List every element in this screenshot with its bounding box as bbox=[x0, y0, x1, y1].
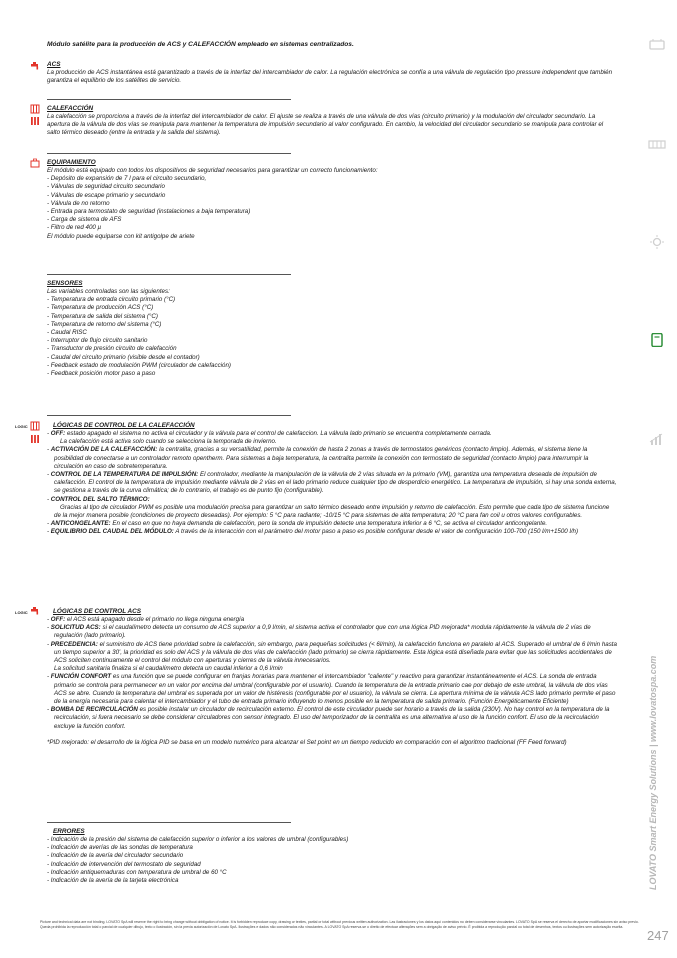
item-text: En el caso en que no haya demanda de calefacción, pero la sonda de impulsión detecte una temperatura inferior a 6 °C, se activa el circulador anticongelante. bbox=[110, 520, 548, 528]
radiator-panel-icon[interactable] bbox=[648, 137, 666, 151]
list-item: - Indicación de intervención del termostato de seguridad bbox=[47, 861, 617, 869]
section-text: La calefacción se proporciona a través de la interfaz del intercambiador de calor. El ajuste se realiza a través de una válvula de dos vías (circuito primario) y la modulación del circulador secundario. La apertura de la válvula de dos vías se manipula para mantener la temperatura de impulsión secundario al valor configurado. En cambio, la velocidad del circulador secundario se manipula para controlar el salto térmico deseado (entre la entrada y la salida del sistema). bbox=[47, 113, 604, 137]
section-text: La producción de ACS instantánea está garantizado a través de la interfaz del intercambiador de calor. La regulación electrónica se confía a una válvula de regulación tipo pressure independent que también garantiza el equilibrio de los satélites de servicio. bbox=[47, 69, 613, 85]
list-item: - Feedback posición motor paso a paso bbox=[47, 370, 617, 378]
sun-icon[interactable] bbox=[648, 235, 666, 249]
item-label: FUNCIÓN CONFORT bbox=[50, 673, 112, 681]
item-extra: La calefacción está activa solo cuando se selecciona la temporada de invierno. bbox=[60, 438, 277, 446]
logic-list bbox=[47, 616, 617, 731]
section-heading: LÓGICAS DE CONTROL DE LA CALEFACCIÓN bbox=[53, 422, 195, 429]
radiator-icon bbox=[30, 104, 40, 114]
faucet-icon bbox=[30, 61, 40, 71]
heating-bars-icon bbox=[30, 434, 40, 444]
list-item: - Temperatura de entrada circuito primario (°C) bbox=[47, 296, 617, 304]
list-item: - Indicación antiquemaduras con temperatura de umbral de 60 °C bbox=[47, 869, 617, 877]
item-text: A través de la interacción con el parámetro del motor paso a paso es posible configurar desde el valor de configuración 100-700 (150 l/m+1500 l/h) bbox=[173, 528, 579, 536]
section-logica-calefaccion bbox=[47, 421, 617, 537]
item-label: OFF: bbox=[50, 616, 66, 623]
list-item: - Caudal del circuito primario (visible desde el contador) bbox=[47, 354, 617, 362]
list-item: - Interruptor de flujo circuito sanitario bbox=[47, 337, 617, 345]
heating-bars-icon bbox=[30, 116, 40, 126]
list-item: - Indicación de la presión del sistema de calefacción superior o inferior a los valores de umbral (configurables) bbox=[47, 836, 617, 844]
sensor-list bbox=[47, 296, 617, 378]
section-heading: ACS bbox=[47, 61, 61, 68]
radiator-icon bbox=[30, 421, 40, 431]
list-item: - Carga de sistema de AFS bbox=[47, 216, 617, 224]
item-label: EQUILIBRIO DEL CAUDAL DEL MÓDULO: bbox=[50, 528, 174, 536]
list-item: - Válvula de no retorno bbox=[47, 200, 617, 208]
list-item: - Indicación de la avería del circulador secundario bbox=[47, 852, 617, 860]
divider bbox=[47, 153, 291, 154]
item-extra: Gracias al tipo de circulador PWM es posible una modulación precisa para garantizar un salto térmico deseado entre impulsión y retorno de calefacción. Esto permite que cada tipo de sistema funcione de la mejor manera posible (condiciones de proyecto deseadas). Por ejemplo: 5 °C para radiante; -10/15 °C para sistemas de alta temperatura; 20 °C para fan coil u otros valores configurables. bbox=[54, 503, 610, 520]
sidebar-brand bbox=[648, 640, 660, 890]
list-item bbox=[47, 430, 617, 446]
list-item bbox=[47, 706, 617, 731]
item-label: BOMBA DE RECIRCULACIÓN bbox=[50, 706, 138, 714]
item-label: CONTROL DEL SALTO TÉRMICO: bbox=[50, 495, 150, 503]
logic-tag: LOGIC bbox=[15, 424, 28, 429]
item-text: es posible instalar un circulador de recirculación externo. El control de este circulador puede ser horario a través de la salida (230V). No hay control en la temperatura de la recirculación, si fuera necesario se debe considerar circuladores con sensor integrado. El uso del temporizador de la centralita es una alternativa al uso de la función confort. El uso de la recirculación excluye la función confort. bbox=[54, 706, 610, 730]
list-item bbox=[47, 673, 617, 706]
section-heading: EQUIPAMIENTO bbox=[47, 159, 96, 166]
faucet-icon bbox=[30, 606, 40, 616]
item-text: El controlador, mediante la manipulación de la válvula de 2 vías situada en la primario (VM), garantiza una temperatura deseada de impulsión de calefacción. El control de la temperatura de impulsión mediante válvula de 2 vías en el lado primario reduce cualquier tipo de desperdicio energético. La temperatura de impulsión, si hay una sonda externa, se gestiona a través de la curva climática; de lo contrario, el trabajo es de punto fijo (configurable). bbox=[54, 471, 617, 495]
list-item bbox=[47, 641, 617, 674]
divider bbox=[47, 415, 291, 416]
disclaimer: Picture and technical data are not binding. LOVATO SpA will reserve the right to bring change without obbligation of notice. It is forbidden reproduce copy, drawing or texties, partial or total without previous written authorization. Las ilustraciones y los datos aquí contenidos no deben considerarse vinculantes. LOVATO SpA se reserva el derecho de aportar modificaciones sin aviso previo. Queda prohibida la reproducción total o parcial de cualquier dibujo, texto o ilustración, sin la previa autorización de Lovato SpA. Ilustrações e dados não considerados não vinculantes. A LOVATO SpA reserva-se o direito de efectuar alterações sem a obrigação de aviso prévio. É proibida a reprodução parcial ou total de desenhos, textos ou ilustrações sem autorização escrita. bbox=[40, 920, 639, 929]
page-title: Módulo satélite para la producción de ACS y CALEFACCIÓN empleado en sistemas centralizados. bbox=[47, 41, 354, 48]
boiler-icon[interactable] bbox=[648, 38, 666, 52]
item-label: OFF: bbox=[50, 430, 66, 437]
list-item bbox=[47, 624, 617, 640]
logic-list bbox=[47, 430, 617, 537]
list-item: - Filtro de red 400 µ bbox=[47, 224, 617, 232]
item-text: el suministro de ACS tiene prioridad sobre la calefacción, sin embargo, para pequeñas solicitudes (< 6l/min), la calefacción funciona en paralelo al ACS. Superado el umbral de 6 l/min hasta un tiempo superior a 30', la prioridad es solo del ACS y la válvula de dos vías de calefacción (lado primario) se cierra rápidamente. Esta lógica está diseñada para evitar que las solicitudes accidentales de ACS soliciten continuamente el control del módulo con aperturas y cierres de la válvula innecesarios. bbox=[54, 640, 617, 665]
list-item: - Temperatura de retorno del sistema (°C) bbox=[47, 321, 617, 329]
list-item: - Válvulas de escape primario y secundario bbox=[47, 192, 617, 200]
section-equipamiento bbox=[47, 158, 617, 241]
list-item bbox=[47, 616, 617, 624]
section-sensores bbox=[47, 279, 617, 378]
section-heading: LÓGICAS DE CONTROL ACS bbox=[53, 608, 142, 615]
section-intro: El módulo está equipado con todos los dispositivos de seguridad necesarios para garantizar un correcto funcionamiento: bbox=[47, 167, 378, 174]
list-item: - Indicación de averías de las sondas de temperatura bbox=[47, 844, 617, 852]
list-item: - Entrada para termostato de seguridad (instalaciones a baja temperatura) bbox=[47, 208, 617, 216]
section-outro: El módulo puede equiparse con kit antigolpe de ariete bbox=[47, 232, 195, 240]
pid-note: *PID mejorado: el desarrollo de la lógica PID se basa en un modelo numérico para alcanzar el Set point en un tiempo reducido en comparación con el algoritmo tradicional (FF Feed forward) bbox=[47, 738, 567, 746]
section-errores bbox=[47, 827, 617, 885]
section-heading: ERRORES bbox=[53, 828, 85, 835]
item-text: la centralita, gracias a su versatilidad, permite la conexión de hasta 2 zonas a través de termostatos genéricos (contacto limpio). Además, el sistema tiene la posibilidad de conectarse a un controlador remoto opentherm. Para sistemas a baja temperatura, la centralita permite la conexión con termostato de seguridad (contacto limpio) para interrumpir la circulación en caso de sobretemperatura. bbox=[54, 446, 589, 470]
item-text: es una función que se puede configurar en franjas horarias para mantener el intercambiador "caliente" y reactivo para garantizar instantáneamente el ACS. La sonda de entrada primario se controla para permanecer en un valor por encima del umbral (configurable por el usuario). Cuando la temperatura de la entrada primario cae por debajo de este umbral, la válvula de dos vías ACS se abre. Cuando la temperatura del umbral es superada por un valor de histéresis (configurable por el usuario), la válvula se cierra. La apertura mínima de la válvula ACS lado primario permite el paso de la energía necesaria para calentar el intercambiador y el tubo de entrada primario influyendo lo menos posible en la temperatura de salida primario. (Función Energéticamente Eficiente) bbox=[54, 673, 616, 706]
list-item bbox=[47, 496, 617, 521]
list-item: - Transductor de presión circuito de calefacción bbox=[47, 345, 617, 353]
page-number: 247 bbox=[647, 928, 669, 943]
logic-tag: LOGIC bbox=[15, 610, 28, 615]
list-item bbox=[47, 528, 617, 536]
brand-text: LOVATO Smart Energy Solutions | www.lovatospa.com bbox=[648, 655, 658, 890]
item-label: PRECEDENCIA: bbox=[50, 640, 98, 648]
section-acs bbox=[47, 60, 617, 85]
item-text: estado apagado el sistema no activa el circulador y la válvula para el control de calefaccion. La válvula lado primario se encuentra completamente cerrada. bbox=[65, 430, 492, 437]
list-item: - Indicación de la avería de la tarjeta electrónica bbox=[47, 877, 617, 885]
item-label: CONTROL DE LA TEMPERATURA DE IMPULSIÓN: bbox=[50, 471, 199, 479]
item-label: SOLICITUD ACS: bbox=[50, 624, 101, 632]
item-label: ANTICONGELANTE: bbox=[50, 520, 111, 528]
bar-chart-icon[interactable] bbox=[648, 432, 666, 446]
divider bbox=[47, 822, 291, 823]
item-text: el ACS está apagado desde el primario no llega ninguna energía bbox=[65, 616, 245, 623]
item-label: ACTIVACIÓN DE LA CALEFACCIÓN: bbox=[50, 446, 158, 454]
toolbox-icon bbox=[30, 158, 40, 168]
item-extra: La solicitud sanitaria finaliza si el caudalímetro detecta un caudal inferior a 0,6 l/min bbox=[54, 665, 283, 673]
list-item: - Temperatura de salida del sistema (°C) bbox=[47, 313, 617, 321]
list-item: - Depósito de expansión de 7 l para el circuito secundario, bbox=[47, 175, 617, 183]
list-item: - Válvulas de seguridad circuito secundario bbox=[47, 183, 617, 191]
error-list bbox=[47, 836, 617, 885]
list-item: - Feedback estado de modulación PWM (circulador de calefacción) bbox=[47, 362, 617, 370]
divider bbox=[47, 274, 291, 275]
list-item bbox=[47, 446, 617, 471]
item-text: si el caudalímetro detecta un consumo de ACS superior a 0,9 l/min, el sistema activa el controlador que con una lógica PID mejorada* modula rápidamente la válvula de 2 vías de regulación (lado primario). bbox=[54, 624, 591, 640]
section-heading: SENSORES bbox=[47, 280, 83, 287]
list-item bbox=[47, 471, 617, 496]
divider bbox=[47, 99, 291, 100]
control-module-icon[interactable] bbox=[648, 333, 666, 347]
equipment-list bbox=[47, 175, 617, 232]
list-item bbox=[47, 520, 617, 528]
section-heading: CALEFACCIÓN bbox=[47, 105, 94, 112]
list-item: - Temperatura de producción ACS (°C) bbox=[47, 304, 617, 312]
list-item: - Caudal RISC bbox=[47, 329, 617, 337]
section-logica-acs bbox=[47, 607, 617, 747]
section-intro: Las variables controladas son las siguientes: bbox=[47, 288, 170, 295]
section-calefaccion bbox=[47, 104, 617, 138]
